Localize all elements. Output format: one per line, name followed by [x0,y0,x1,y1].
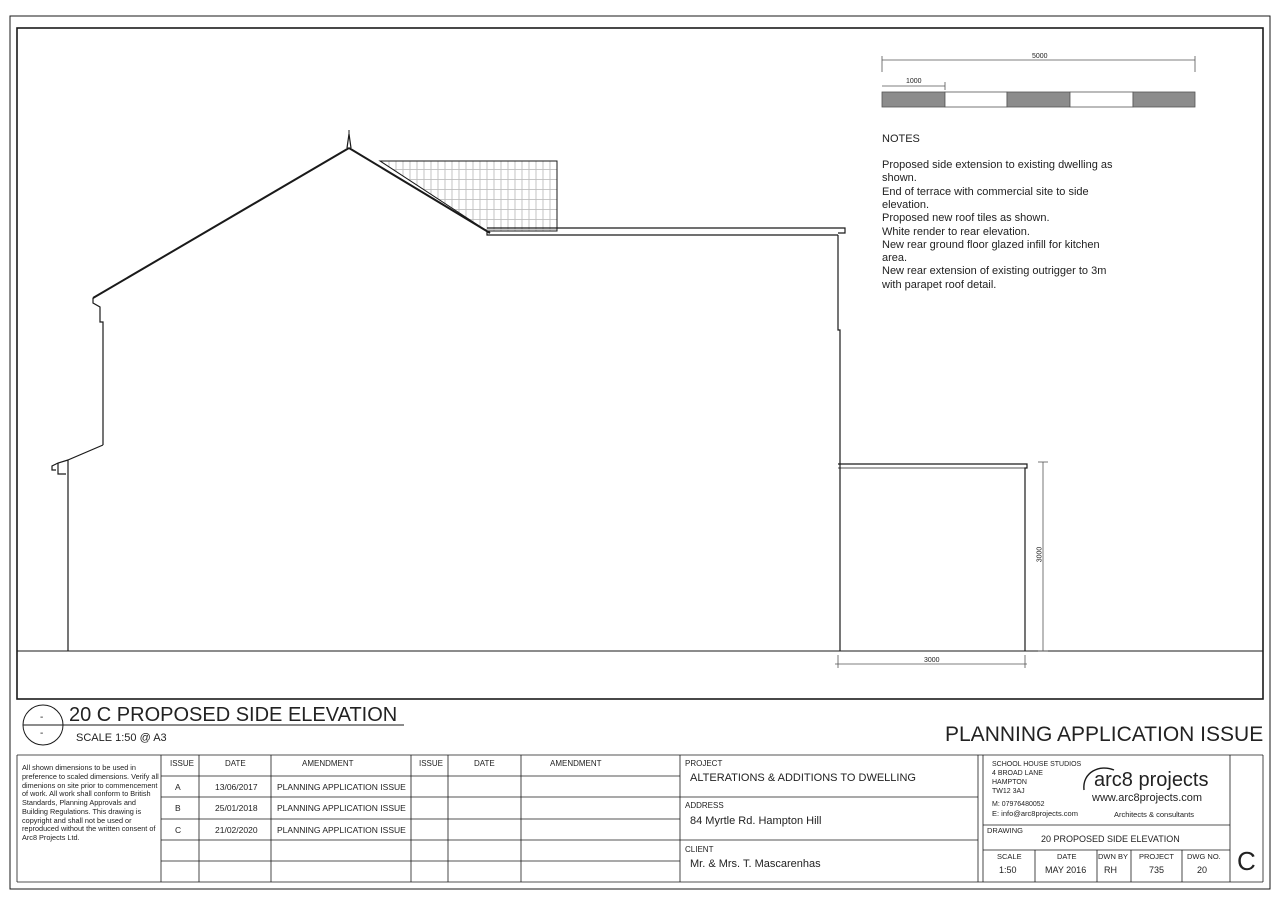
firm-logo-arc [1078,762,1118,794]
revision-letter: C [1237,846,1256,876]
dimension-lines [835,462,1048,668]
title-symbol-top: - [40,712,44,723]
width-dimension-label: 3000 [924,657,940,664]
address-value: 84 Myrtle Rd. Hampton Hill [690,815,822,827]
scale-value: 1:50 [999,865,1017,875]
notes-line: New rear ground floor glazed infill for kitchen [882,239,1100,251]
dwg-number-value: 20 [1197,865,1208,875]
notes-line: Proposed side extension to existing dwelling as [882,159,1113,171]
scale-bar [882,56,1195,90]
rev-row-amendment: PLANNING APPLICATION ISSUE [277,825,406,835]
project-label: PROJECT [685,759,723,768]
title-block-grid [17,755,1263,882]
notes-line: New rear extension of existing outrigger to 3m [882,265,1107,277]
firm-website: www.arc8projects.com [1092,792,1203,804]
height-dimension-label: 3000 [1036,546,1044,563]
notes-line: area. [882,252,908,264]
drawn-by-label: DWN BY [1098,852,1128,861]
project-value: ALTERATIONS & ADDITIONS TO DWELLING [690,772,916,784]
drawn-by-value: RH [1104,865,1117,875]
title-symbol-bottom: - [40,728,44,739]
firm-address-line: SCHOOL HOUSE STUDIOS [992,761,1082,768]
client-label: CLIENT [685,845,714,854]
date-label: DATE [1057,852,1077,861]
rev-row-issue: A [175,782,181,792]
rev-row-date: 21/02/2020 [215,825,258,835]
notes-line: elevation. [882,199,930,211]
scale-bar-segments [882,92,1195,107]
rev-header-amendment: AMENDMENT [302,759,354,768]
scale-label: SCALE [997,852,1022,861]
client-value: Mr. & Mrs. T. Mascarenhas [690,858,821,870]
notes-heading: NOTES [882,133,920,145]
rev-row-date: 13/06/2017 [215,782,258,792]
notes-line: shown. [882,172,917,184]
notes-line: with parapet roof detail. [882,279,997,291]
status-label: PLANNING APPLICATION ISSUE [945,723,1264,746]
rev-row-amendment: PLANNING APPLICATION ISSUE [277,782,406,792]
notes-line: White render to rear elevation. [882,226,1030,238]
firm-address-line: HAMPTON [992,779,1027,786]
notes-line: End of terrace with commercial site to side [882,186,1089,198]
rev-row-date: 25/01/2018 [215,803,258,813]
firm-email: E: info@arc8projects.com [992,809,1078,818]
firm-address-line: 4 BROAD LANE [992,770,1043,777]
rev-row-amendment: PLANNING APPLICATION ISSUE [277,803,406,813]
rev-header-date: DATE [225,759,246,768]
dwg-number-label: DWG NO. [1187,852,1221,861]
rev-row-issue: B [175,803,181,813]
rev-header-issue-2: ISSUE [419,759,444,768]
scale-bar-unit-label: 1000 [906,78,922,85]
rev-header-amendment-2: AMENDMENT [550,759,602,768]
date-value: MAY 2016 [1045,865,1087,875]
drawing-frame [17,28,1263,699]
project-number-label: PROJECT [1139,852,1175,861]
drawing-label: DRAWING [987,826,1023,835]
disclaimer: All shown dimensions to be used in preference to scaled dimensions. Verify all dimenions on site prior to commencement of work. All work shall conform to British Standards, Planning Approvals and Building Regulations. This drawing is copyright and shall not be used or reproduced without the written consent of Arc8 Projects Ltd. [22,763,159,842]
rev-header-date-2: DATE [474,759,495,768]
project-number-value: 735 [1149,865,1165,875]
scale-bar-total-label: 5000 [1032,53,1048,60]
drawing-scale: SCALE 1:50 @ A3 [76,732,167,744]
address-label: ADDRESS [685,801,724,810]
drawing-value: 20 PROPOSED SIDE ELEVATION [1041,834,1180,844]
firm-logo: arc8 projects [1094,769,1209,791]
notes-line: Proposed new roof tiles as shown. [882,212,1050,224]
firm-mobile: M: 07976480052 [992,801,1045,808]
rev-header-issue: ISSUE [170,759,195,768]
firm-address-line: TW12 3AJ [992,788,1025,795]
drawing-title: 20 C PROPOSED SIDE ELEVATION [69,704,398,726]
firm-tagline: Architects & consultants [1114,810,1195,819]
rev-row-issue: C [175,825,182,835]
